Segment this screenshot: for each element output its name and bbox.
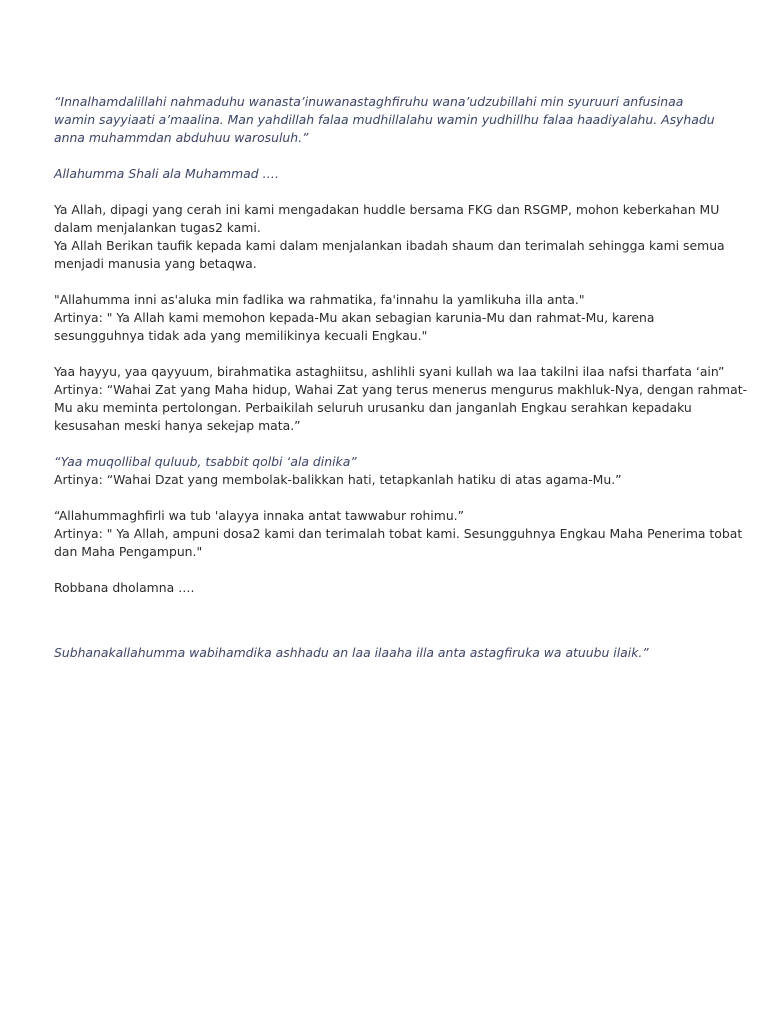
prayer-1-translation-2: sesungguhnya tidak ada yang memilikinya kecuali Engkau." xyxy=(54,328,428,343)
prayer-3 xyxy=(54,453,714,489)
prayer-4-arabic: “Allahummaghfirli wa tub 'alayya innaka antat tawwabur rohimu.” xyxy=(54,508,465,523)
opening-prayer xyxy=(54,93,714,147)
prayer-2-arabic: Yaa hayyu, yaa qayyuum, birahmatika astaghiitsu, ashlihli syani kullah wa laa takilni ilaa nafsi tharfata ‘ain” xyxy=(54,364,725,379)
opening-line-3: anna muhammdan abduhuu warosuluh.” xyxy=(54,130,309,145)
prayer-4 xyxy=(54,507,743,561)
prayer-2-translation-2: Mu aku meminta pertolongan. Perbaikilah seluruh urusanku dan janganlah Engkau serahkan kepadaku xyxy=(54,400,692,415)
opening-line-2: wamin sayyiaati a’maalina. Man yahdillah falaa mudhillalahu wamin yudhillhu falaa haadiyalahu. Asyhadu xyxy=(54,112,715,127)
intro-line-1: Ya Allah, dipagi yang cerah ini kami mengadakan huddle bersama FKG dan RSGMP, mohon keberkahan MU xyxy=(54,202,720,217)
intro-line-2: dalam menjalankan tugas2 kami. xyxy=(54,220,261,235)
prayer-2-translation-1: Artinya: “Wahai Zat yang Maha hidup, Wahai Zat yang terus menerus mengurus makhluk-Nya, dengan rahmat- xyxy=(54,382,748,397)
prayer-1-arabic: "Allahumma inni as'aluka min fadlika wa rahmatika, fa'innahu la yamlikuha illa anta." xyxy=(54,292,585,307)
prayer-1-translation-1: Artinya: " Ya Allah kami memohon kepada-Mu akan sebagian karunia-Mu dan rahmat-Mu, karena xyxy=(54,310,655,325)
prayer-2-translation-3: kesusahan meski hanya sekejap mata.” xyxy=(54,418,301,433)
prayer-3-arabic: “Yaa muqollibal quluub, tsabbit qolbi ‘ala dinika” xyxy=(54,454,357,469)
closing-text: Subhanakallahumma wabihamdika ashhadu an laa ilaaha illa anta astagfiruka wa atuubu ilaik.” xyxy=(54,645,649,660)
prayer-2 xyxy=(54,363,748,435)
intro-line-3: Ya Allah Berikan taufik kepada kami dalam menjalankan ibadah shaum dan terimalah sehingga kami semua xyxy=(54,238,725,253)
prayer-1 xyxy=(54,291,714,345)
intro-line-4: menjadi manusia yang betaqwa. xyxy=(54,256,257,271)
paragraph-spacer xyxy=(54,615,714,644)
prayer-4-translation-2: dan Maha Pengampun." xyxy=(54,544,203,559)
intro-paragraph xyxy=(54,201,725,273)
document-page xyxy=(54,93,748,680)
shalawat-text: Allahumma Shali ala Muhammad …. xyxy=(54,166,279,181)
robbana-text: Robbana dholamna …. xyxy=(54,580,195,595)
prayer-3-translation: Artinya: “Wahai Dzat yang membolak-balikkan hati, tetapkanlah hatiku di atas agama-Mu.” xyxy=(54,472,622,487)
prayer-4-translation-1: Artinya: " Ya Allah, ampuni dosa2 kami dan terimalah tobat kami. Sesungguhnya Engkau Maha Penerima tobat xyxy=(54,526,743,541)
opening-line-1: “Innalhamdalillahi nahmaduhu wanasta’inuwanastaghfiruhu wana’udzubillahi min syuruuri anfusinaa xyxy=(54,94,684,109)
closing-prayer xyxy=(54,644,714,662)
robbana-line xyxy=(54,579,714,597)
shalawat-line xyxy=(54,165,714,183)
